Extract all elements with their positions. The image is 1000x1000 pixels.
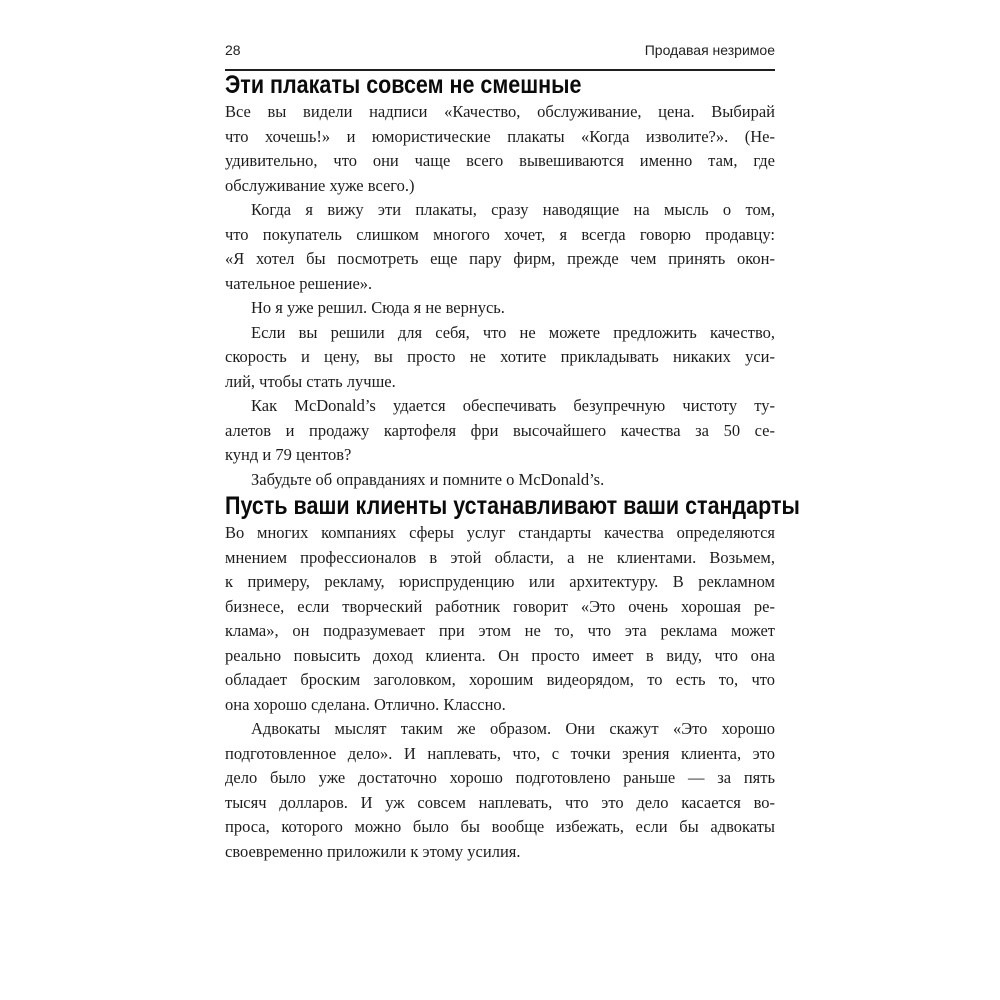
- text-line: своевременно приложили к этому усилия.: [225, 841, 521, 861]
- text-line: что хочешь!» и юмористические плакаты «Когда изволите?». (Не-: [225, 126, 775, 146]
- running-header: [225, 42, 775, 71]
- text-line: Адвокаты мыслят таким же образом. Они скажут «Это хорошо: [251, 719, 775, 738]
- text-line: она хорошо сделана. Отлично. Классно.: [225, 694, 506, 714]
- text-line: клама», он подразумевает при этом не то, что эта реклама может: [225, 621, 775, 640]
- running-title: Продавая незримое: [644, 42, 775, 58]
- text-line: мнением профессионалов в этой области, а не клиентами. Возьмем,: [225, 547, 775, 567]
- text-line: обладает броским заголовком, хорошим видеорядом, то есть то, что: [225, 670, 775, 689]
- text-line: алетов и продажу картофеля фри высочайшего качества за 50 се-: [225, 420, 775, 440]
- text-line: удивительно, что они чаще всего вывешиваются именно там, где: [225, 151, 775, 170]
- section-heading: Пусть ваши клиенты устанавливают ваши стандарты: [225, 492, 800, 520]
- text-line: чательное решение».: [225, 273, 373, 293]
- section-heading: Эти плакаты совсем не смешные: [225, 71, 582, 99]
- text-line: Все вы видели надписи «Качество, обслуживание, цена. Выбирай: [225, 102, 775, 121]
- section-body: [225, 521, 775, 864]
- text-line: тысяч долларов. И уж совсем наплевать, что это дело касается во-: [225, 792, 775, 812]
- text-line: обслуживание хуже всего.): [225, 175, 415, 195]
- paragraph: [225, 100, 775, 198]
- text-line: бизнесе, если творческий работник говорит «Это очень хорошая ре-: [225, 596, 775, 616]
- text-line: к примеру, рекламу, юриспруденцию или архитектуру. В рекламном: [225, 572, 775, 591]
- text-line: реально повысить доход клиента. Он просто имеет в виду, что она: [225, 645, 775, 665]
- text-line: Но я уже решил. Сюда я не вернусь.: [251, 298, 505, 317]
- section: [225, 71, 775, 492]
- text-line: кунд и 79 центов?: [225, 445, 352, 464]
- text-line: дело было уже достаточно хорошо подготовлено раньше — за пять: [225, 768, 775, 787]
- text-line: Если вы решили для себя, что не можете предложить качество,: [251, 322, 775, 342]
- paragraph: [225, 468, 775, 493]
- text-line: скорость и цену, вы просто не хотите прикладывать никаких уси-: [225, 347, 775, 366]
- paragraph: [225, 296, 775, 321]
- text-line: «Я хотел бы посмотреть еще пару фирм, прежде чем принять окон-: [225, 249, 775, 268]
- text-line: Когда я вижу эти плакаты, сразу наводящие на мысль о том,: [251, 200, 775, 219]
- paragraph: [225, 717, 775, 864]
- text-line: Забудьте об оправданиях и помните о McDonald’s.: [251, 469, 605, 489]
- page-content: [225, 42, 800, 864]
- text-line: лий, чтобы стать лучше.: [225, 371, 396, 391]
- paragraph: [225, 198, 775, 296]
- paragraph: [225, 394, 775, 468]
- text-line: что покупатель слишком многого хочет, я всегда говорю продавцу:: [225, 224, 775, 244]
- paragraph: [225, 521, 775, 717]
- text-line: Как McDonald’s удается обеспечивать безупречную чистоту ту-: [251, 396, 775, 415]
- section-body: [225, 100, 775, 492]
- section: [225, 492, 800, 864]
- text-line: подготовленное дело». И наплевать, что, с точки зрения клиента, это: [225, 743, 775, 763]
- text-line: Во многих компаниях сферы услуг стандарты качества определяются: [225, 523, 775, 542]
- text-line: проса, которого можно было бы вообще избежать, если бы адвокаты: [225, 817, 775, 836]
- paragraph: [225, 321, 775, 395]
- page-number: 28: [225, 42, 241, 58]
